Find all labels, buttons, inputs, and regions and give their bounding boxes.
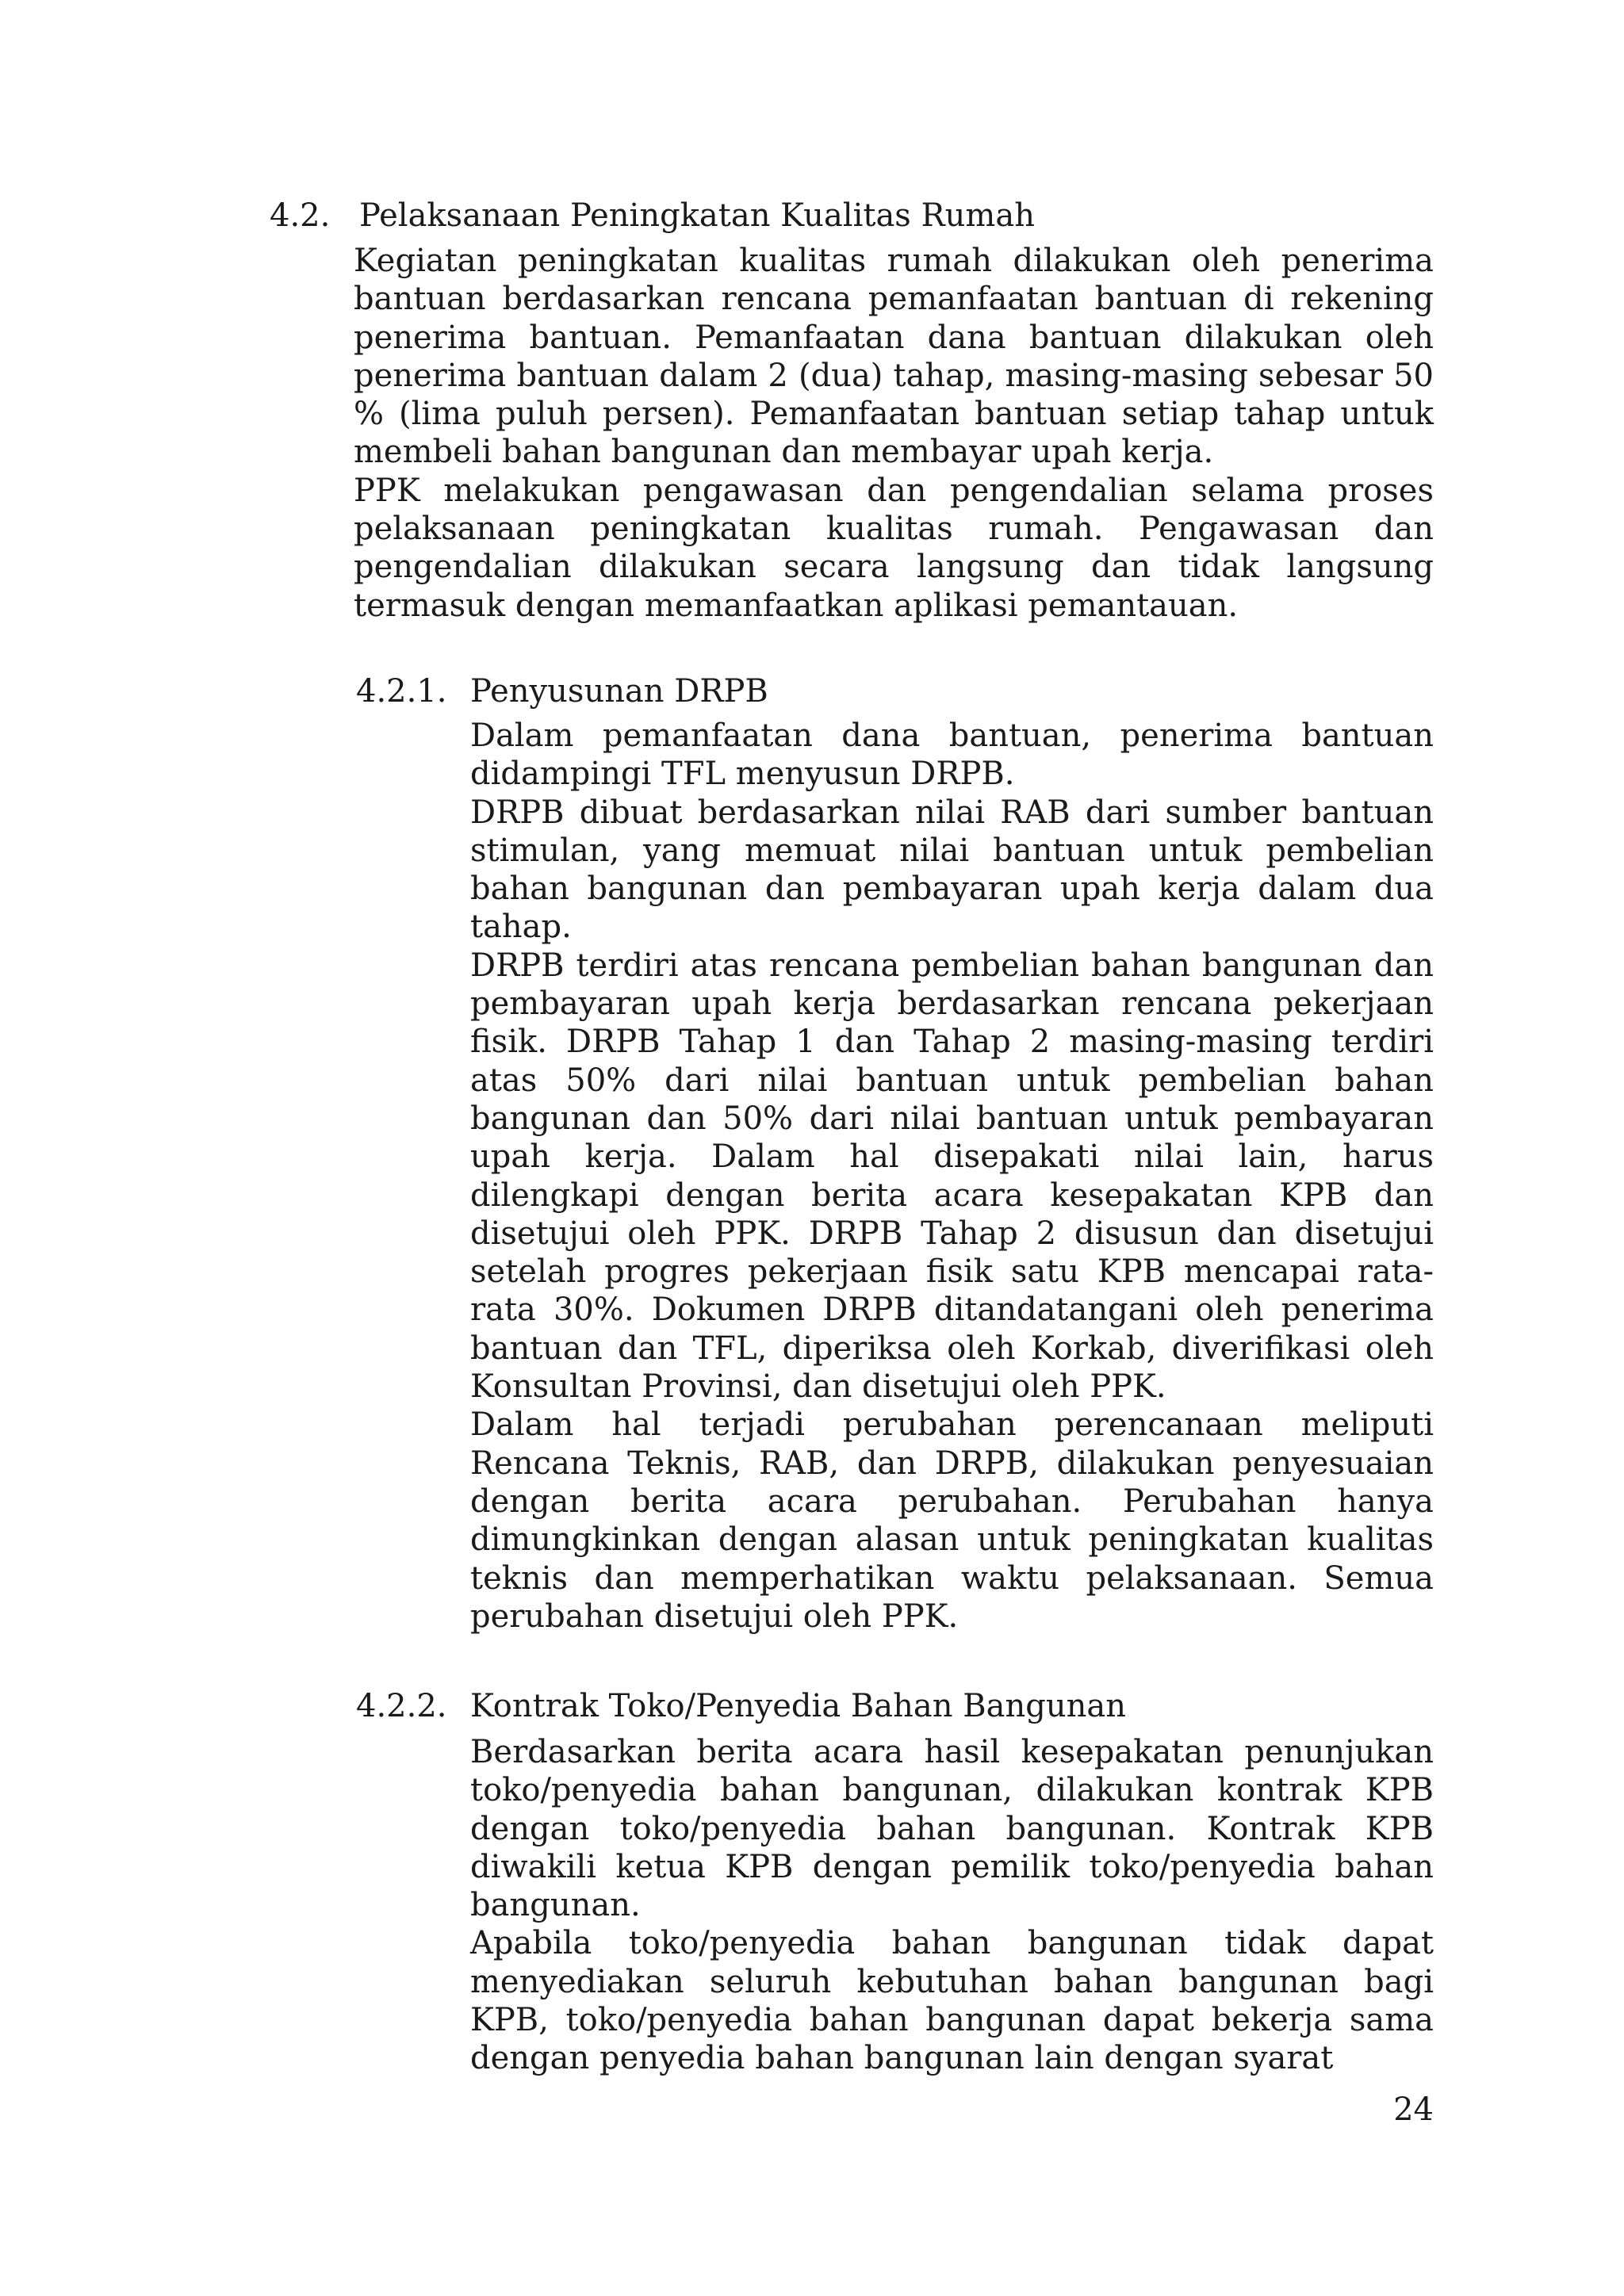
section-title: Penyusunan DRPB xyxy=(470,673,768,710)
section-heading-4-2-2 xyxy=(356,1687,1126,1725)
paragraph: DRPB dibuat berdasarkan nilai RAB dari sumber bantuan stimulan, yang memuat nilai bantuan untuk pembelian bahan bangunan dan pembayaran upah kerja dalam dua tahap. xyxy=(470,794,1434,946)
paragraph: Dalam pemanfaatan dana bantuan, penerima bantuan didampingi TFL menyusun DRPB. xyxy=(470,718,1434,793)
paragraph: Apabila toko/penyedia bahan bangunan tidak dapat menyediakan seluruh kebutuhan bahan bangunan bagi KPB, toko/penyedia bahan bangunan dapat bekerja sama dengan penyedia bahan bangunan lain dengan syarat xyxy=(470,1925,1434,2077)
section-body-4-2-2 xyxy=(470,1733,1434,2078)
section-heading-4-2 xyxy=(270,197,1035,235)
page-number: 24 xyxy=(1393,2091,1434,2128)
paragraph: Berdasarkan berita acara hasil kesepakatan penunjukan toko/penyedia bahan bangunan, dilakukan kontrak KPB dengan toko/penyedia bahan bangunan. Kontrak KPB diwakili ketua KPB dengan pemilik toko/penyedia bahan bangunan. xyxy=(470,1734,1434,1924)
section-body-4-2-1 xyxy=(470,717,1434,1636)
section-number: 4.2.1. xyxy=(356,673,447,710)
section-body-4-2 xyxy=(354,242,1434,625)
section-number: 4.2. xyxy=(270,197,331,234)
paragraph: Kegiatan peningkatan kualitas rumah dilakukan oleh penerima bantuan berdasarkan rencana pemanfaatan bantuan di rekening penerima bantuan. Pemanfaatan dana bantuan dilakukan oleh penerima bantuan dalam 2 (dua) tahap, masing-masing sebesar 50 % (lima puluh persen). Pemanfaatan bantuan setiap tahap untuk membeli bahan bangunan dan membayar upah kerja. xyxy=(354,243,1434,471)
section-title: Kontrak Toko/Penyedia Bahan Bangunan xyxy=(470,1688,1126,1724)
paragraph: Dalam hal terjadi perubahan perencanaan meliputi Rencana Teknis, RAB, dan DRPB, dilakukan penyesuaian dengan berita acara perubahan. Perubahan hanya dimungkinkan dengan alasan untuk peningkatan kualitas teknis dan memperhatikan waktu pelaksanaan. Semua perubahan disetujui oleh PPK. xyxy=(470,1406,1434,1635)
section-number: 4.2.2. xyxy=(356,1688,447,1724)
section-title: Pelaksanaan Peningkatan Kualitas Rumah xyxy=(359,197,1035,234)
section-heading-4-2-1 xyxy=(356,672,768,710)
paragraph: PPK melakukan pengawasan dan pengendalian selama proses pelaksanaan peningkatan kualitas rumah. Pengawasan dan pengendalian dilakukan secara langsung dan tidak langsung termasuk dengan memanfaatkan aplikasi pemantauan. xyxy=(354,472,1434,624)
paragraph: DRPB terdiri atas rencana pembelian bahan bangunan dan pembayaran upah kerja berdasarkan rencana pekerjaan fisik. DRPB Tahap 1 dan Tahap 2 masing-masing terdiri atas 50% dari nilai bantuan untuk pembelian bahan bangunan dan 50% dari nilai bantuan untuk pembayaran upah kerja. Dalam hal disepakati nilai lain, harus dilengkapi dengan berita acara kesepakatan KPB dan disetujui oleh PPK. DRPB Tahap 2 disusun dan disetujui setelah progres pekerjaan fisik satu KPB mencapai rata-rata 30%. Dokumen DRPB ditandatangani oleh penerima bantuan dan TFL, diperiksa oleh Korkab, diverifikasi oleh Konsultan Provinsi, dan disetujui oleh PPK. xyxy=(470,947,1434,1406)
